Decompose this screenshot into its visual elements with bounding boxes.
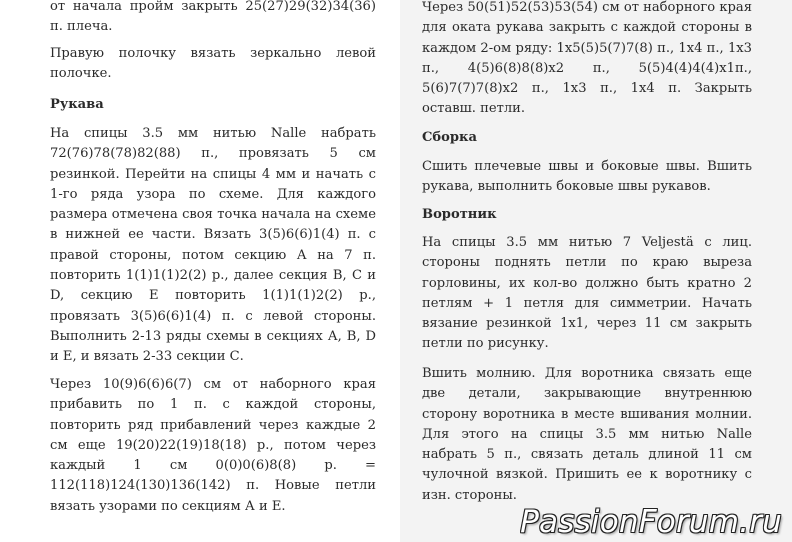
- section-heading-sleeves: Рукава: [50, 97, 104, 112]
- left-column: [37, 0, 383, 542]
- section-heading-collar: Воротник: [422, 207, 497, 222]
- paragraph: от начала пройм закрыть 25(27)29(32)34(36) п. плеча.: [50, 0, 376, 35]
- paragraph: Сшить плечевые швы и боковые швы. Вшить рукава, выполнить боковые швы рукавов.: [422, 159, 752, 195]
- paragraph: Вшить молнию. Для воротника связать еще две детали, закрывающие внутреннюю сторону воротника в месте вшивания молнии. Для этого на спицы 3.5 мм нитью Nalle набрать 5 п., связать деталь длиной 11 см чулочной вязкой. Пришить ее к воротнику с изн. стороны.: [422, 366, 752, 503]
- paragraph: Через 50(51)52(53)53(54) см от наборного края для оката рукава закрыть с каждой стороны в каждом 2-ом ряду: 1х5(5)5(7)7(8) п., 1х4 п., 1х3 п., 4(5)6(8)8(8)х2 п., 5(5)4(4)4(4)х1п., 5(6)7(7)7(8)х2 п., 1х3 п., 1х4 п. Закрыть оставш. петли.: [422, 0, 752, 117]
- paragraph: Через 10(9)6(6)6(7) см от наборного края прибавить по 1 п. с каждой стороны, повторить ряд прибавлений через каждые 2 см еще 19(20)22(19)18(18) р., потом через каждый 1 см 0(0)0(6)8(8) р. = 112(118)124(130)136(142) п. Новые петли вязать узорами по секциям А и Е.: [50, 377, 376, 514]
- watermark: PassionForum.ru: [520, 504, 782, 540]
- paragraph: На спицы 3.5 мм нитью 7 Veljestä с лиц. стороны поднять петли по краю выреза горловины, их кол-во должно быть кратно 2 петлям + 1 петля для симметрии. Начать вязание резинкой 1х1, через 11 см закрыть петли по рисунку.: [422, 235, 752, 352]
- section-heading-assembly: Сборка: [422, 130, 477, 145]
- right-column: [400, 0, 792, 542]
- paragraph: Правую полочку вязать зеркально левой полочке.: [50, 46, 376, 82]
- paragraph: На спицы 3.5 мм нитью Nalle набрать 72(76)78(78)82(88) п., провязать 5 см резинкой. Перейти на спицы 4 мм и начать с 1-го ряда узора по схеме. Для каждого размера отмечена своя точка начала на схеме в нижней ее части. Вязать 3(5)6(6)1(4) п. с правой стороны, потом секцию А на 7 п. повторить 1(1)1(1)2(2) р., далее секция В, С и D, секцию Е повторить 1(1)1(1)2(2) р., провязать 3(5)6(6)1(4) п. с левой стороны. Выполнить 2-13 ряды схемы в секциях А, В, D и Е, и вязать 2-33 секции С.: [50, 126, 376, 365]
